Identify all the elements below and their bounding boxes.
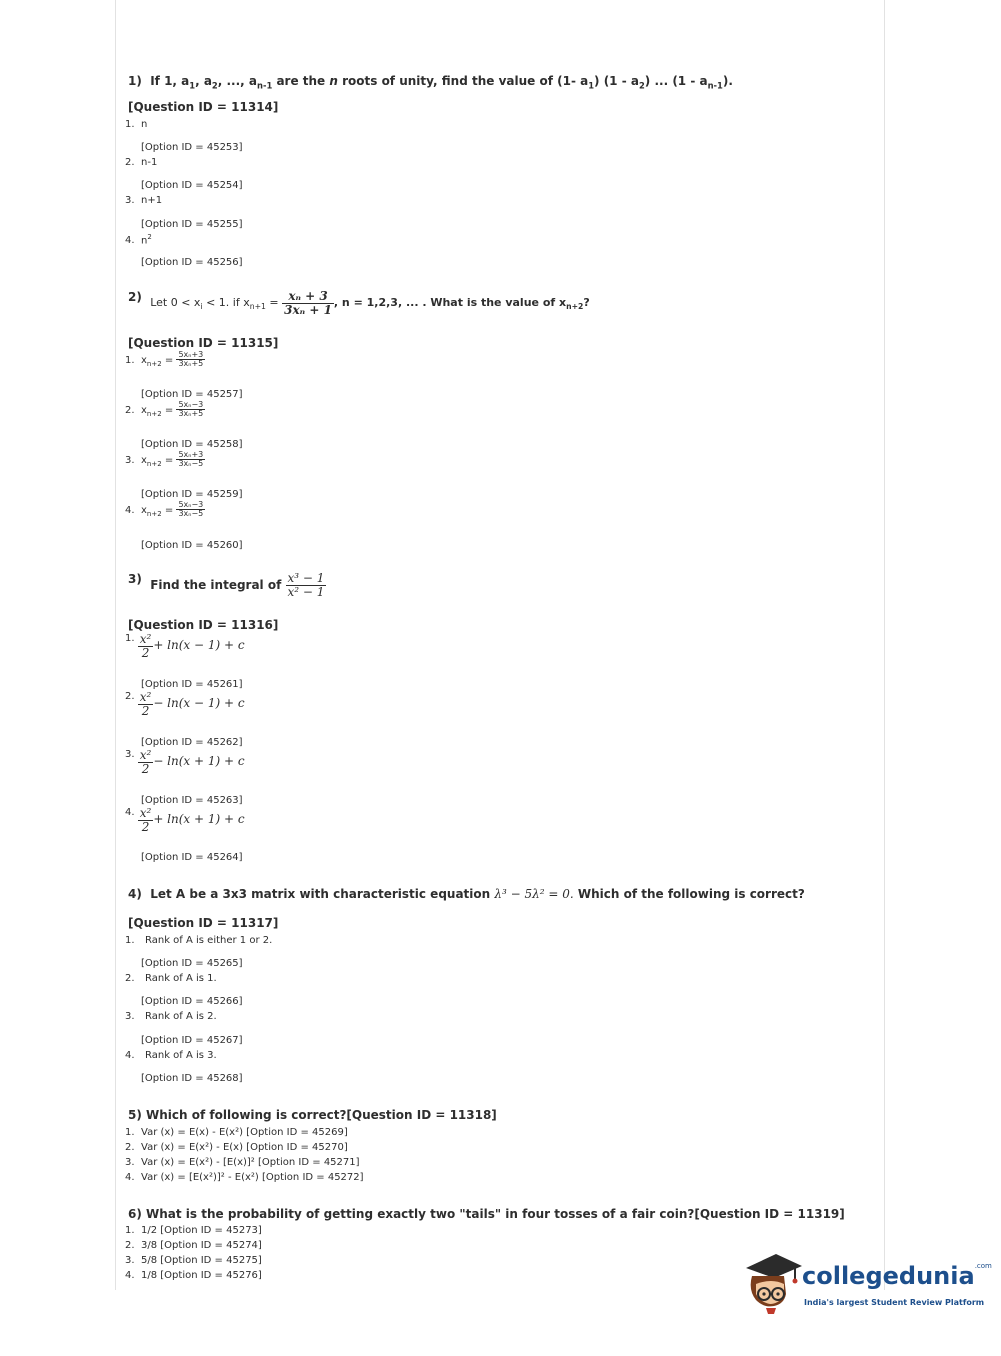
q1-text-d: are the [272,74,330,88]
option-item [125,973,217,984]
q2-eq: = [265,295,283,309]
logo-name: collegedunia [802,1262,975,1290]
option-text: 1/2 [Option ID = 45273] [141,1225,262,1236]
option-fraction [176,501,205,519]
left-margin-line [115,0,116,1290]
q2-pre: Let 0 < x [150,295,201,309]
fraction-denominator: 2 [141,761,150,776]
option-id: [Option ID = 45266] [141,996,243,1007]
q2-mid: < 1. if x [202,295,250,309]
option-item: 4. $x_{n+2}$ = $\frac{\text{5xₙ−3}}{\text{3xₙ−5}}$ [125,500,204,519]
option-number: 2. [125,1142,135,1153]
option-id: [Option ID = 45263] [141,795,243,806]
q2-fraction [282,290,334,316]
q1-text-b: , a [195,74,212,88]
logo-suffix: .com [974,1262,992,1270]
option-expression: + ln(x + 1) + c [153,812,245,827]
option-number: 2. [125,157,135,168]
option-item [125,1142,348,1153]
option-fraction [138,807,154,833]
option-id: [Option ID = 45261] [141,679,243,690]
option-text: n [141,119,148,130]
option-fraction [138,749,154,775]
question-id: [Question ID = 11317] [128,916,279,930]
question-number: 2) [128,290,142,304]
option-item [125,1240,262,1251]
option-item: 3. $x_{n+2}$ = $\frac{\text{5xₙ+3}}{\text{3xₙ−5}}$ [125,450,204,469]
option-lhs: x [141,504,147,516]
q2-body [150,296,282,309]
option-expression: + ln(x − 1) + c [153,638,245,653]
option-id: [Option ID = 45253] [141,142,243,153]
fraction-denominator: 3xₙ−5 [178,509,204,519]
q2-sub: i [200,301,203,311]
option-number: 3. [125,749,135,760]
option-number: 2. [125,973,135,984]
option-id: [Option ID = 45258] [141,439,243,450]
q4-text-b: Which of the following is correct? [573,887,805,901]
option-lhs: x [141,404,147,416]
fraction-denominator: 3xₙ−5 [178,459,204,469]
fraction-numerator: 5xₙ+3 [178,350,204,359]
question-id: [Question ID = 11314] [128,100,279,114]
option-number: 1. [125,119,135,130]
option-id: [Option ID = 45254] [141,180,243,191]
option-number: 1. [125,935,135,946]
q2-post: , n = 1,2,3, ... . What is the value of x [333,295,567,309]
question-4-text [128,887,805,901]
logo-wordmark [802,1262,992,1290]
fraction-numerator: 5xₙ−3 [178,500,204,509]
option-fraction [138,633,154,659]
option-text: Var (x) = E(x²) - E(x) [Option ID = 45270] [141,1142,348,1153]
option-id: [Option ID = 45257] [141,389,243,400]
q1-text-a: If 1, a [150,74,190,88]
q1-sub: 2 [638,80,645,91]
option-item [125,1127,348,1138]
option-number: 4. [125,235,135,247]
option-number: 4. [125,504,135,516]
question-5-text: 5) Which of following is correct?[Question ID = 11318] [128,1108,497,1122]
option-number: 2. [125,404,135,416]
option-id: [Option ID = 45267] [141,1035,243,1046]
option-text: n-1 [141,157,158,168]
option-sub: n+2 [146,409,162,418]
option-lhs: x [141,354,147,366]
option-text: n+1 [141,195,163,206]
fraction-denominator: 2 [141,819,150,834]
option-sub: n+2 [146,359,162,368]
option-id: [Option ID = 45255] [141,219,243,230]
question-2-text [128,290,590,316]
option-text: Var (x) = E(x) - E(x²) [Option ID = 45269] [141,1127,348,1138]
fraction-numerator: xₙ + 3 [282,290,334,304]
q4-text-a: Let A be a 3x3 matrix with characteristic equation [150,887,495,901]
fraction-numerator: x² [139,632,152,646]
option-expression: − ln(x − 1) + c [153,696,245,711]
option-number: 1. [125,1225,135,1236]
option-fraction [176,451,205,469]
right-margin-line [884,0,885,1290]
option-sup: 2 [147,233,152,241]
option-number: 3. [125,195,135,206]
option-number: 2. [125,691,135,702]
fraction-denominator: 2 [141,645,150,660]
option-item [125,1011,217,1022]
option-id: [Option ID = 45262] [141,737,243,748]
option-item [125,119,147,130]
option-fraction [176,401,205,419]
question-id: [Question ID = 11316] [128,618,279,632]
q1-sub: 1 [588,80,595,91]
q1-text-f: roots of unity, find the value of (1- a [337,74,589,88]
q2-tail [334,296,590,309]
option-text: Rank of A is 2. [145,1011,217,1022]
fraction-denominator: x² − 1 [287,584,325,599]
option-text: Var (x) = E(x²) - [E(x)]² [Option ID = 45271] [141,1157,360,1168]
q3-text: Find the integral of [150,578,286,593]
option-number: 4. [125,1050,135,1061]
q1-sub: n-1 [707,80,723,91]
option-fraction [176,351,205,369]
q2-qmark: ? [583,295,590,309]
option-item: 2. $x_{n+2}$ = $\frac{\text{5xₙ−3}}{\text{3xₙ+5}}$ [125,400,204,419]
option-item [125,1270,262,1281]
option-id: [Option ID = 45265] [141,958,243,969]
q2-sub: n+1 [249,301,266,311]
question-6-text: 6) What is the probability of getting exactly two "tails" in four tosses of a fair coin?[Question ID = 11319] [128,1207,845,1221]
fraction-numerator: x² [139,690,152,704]
fraction-denominator: 3xₙ+5 [178,359,204,369]
option-fraction [138,691,154,717]
option-item [125,1225,262,1236]
option-text: 3/8 [Option ID = 45274] [141,1240,262,1251]
option-id: [Option ID = 45264] [141,852,243,863]
option-number: 4. [125,1172,135,1183]
q2-sub: n+2 [566,301,584,311]
option-item [125,807,245,833]
fraction-denominator: 3xₙ+5 [178,409,204,419]
fraction-numerator: 5xₙ+3 [178,450,204,459]
option-number: 3. [125,1157,135,1168]
option-sub: n+2 [146,459,162,468]
option-item [125,233,152,246]
option-id: [Option ID = 45259] [141,489,243,500]
q4-equation: λ³ − 5λ² = 0. [494,887,574,901]
q1-sub: 2 [211,80,218,91]
option-id: [Option ID = 45256] [141,257,243,268]
option-item [125,195,162,206]
fraction-numerator: x² [139,806,152,820]
question-id: [Question ID = 11315] [128,336,279,350]
q1-sub: 1 [189,80,196,91]
q1-text-g: ) (1 - a [594,74,639,88]
option-text: 1/8 [Option ID = 45276] [141,1270,262,1281]
logo-tagline: India's largest Student Review Platform [804,1298,985,1307]
option-text: Rank of A is 1. [145,973,217,984]
q1-text-h: ) ... (1 - a [644,74,708,88]
question-1-text [128,74,733,90]
mascot-graduation-cap-icon [742,1250,804,1316]
q1-sub: n-1 [257,80,273,91]
fraction-numerator: 5xₙ−3 [178,400,204,409]
fraction-denominator: 2 [141,703,150,718]
option-id: [Option ID = 45268] [141,1073,243,1084]
option-number: 4. [125,1270,135,1281]
option-item [125,157,157,168]
option-number: 3. [125,454,135,466]
option-item: 1. $x_{n+2}$ = $\frac{\text{5xₙ+3}}{\text{3xₙ+5}}$ [125,350,204,369]
option-item [125,633,245,659]
option-number: 3. [125,1011,135,1022]
option-number: 4. [125,807,135,818]
option-lhs: x [141,454,147,466]
option-text: Rank of A is either 1 or 2. [145,935,273,946]
option-text: 5/8 [Option ID = 45275] [141,1255,262,1266]
question-number: 3) [128,572,142,586]
option-text: Rank of A is 3. [145,1050,217,1061]
option-item [125,691,245,717]
fraction-numerator: x³ − 1 [287,571,325,585]
option-number: 1. [125,633,135,644]
option-number: 2. [125,1240,135,1251]
option-text: Var (x) = [E(x²)]² - E(x²) [Option ID = 45272] [141,1172,364,1183]
option-sub: n+2 [146,509,162,518]
question-number: 1) [128,74,142,88]
fraction-numerator: x² [139,748,152,762]
q1-text-c: , ..., a [217,74,257,88]
option-item [125,1050,217,1061]
q1-text-i: ). [722,74,733,88]
option-item [125,935,272,946]
q3-fraction [286,572,327,598]
option-item [125,1255,262,1266]
option-number: 1. [125,354,135,366]
option-item [125,1157,360,1168]
option-number: 3. [125,1255,135,1266]
option-id: [Option ID = 45260] [141,540,243,551]
option-text: n [141,235,148,247]
option-number: 1. [125,1127,135,1138]
question-3-text [128,572,326,598]
option-expression: − ln(x + 1) + c [153,754,245,769]
collegedunia-logo[interactable] [742,1250,992,1320]
option-item [125,1172,364,1183]
fraction-denominator: 3xₙ + 1 [284,302,332,317]
q1-text-e: n [329,74,338,88]
option-item [125,749,245,775]
question-number: 4) [128,887,142,901]
